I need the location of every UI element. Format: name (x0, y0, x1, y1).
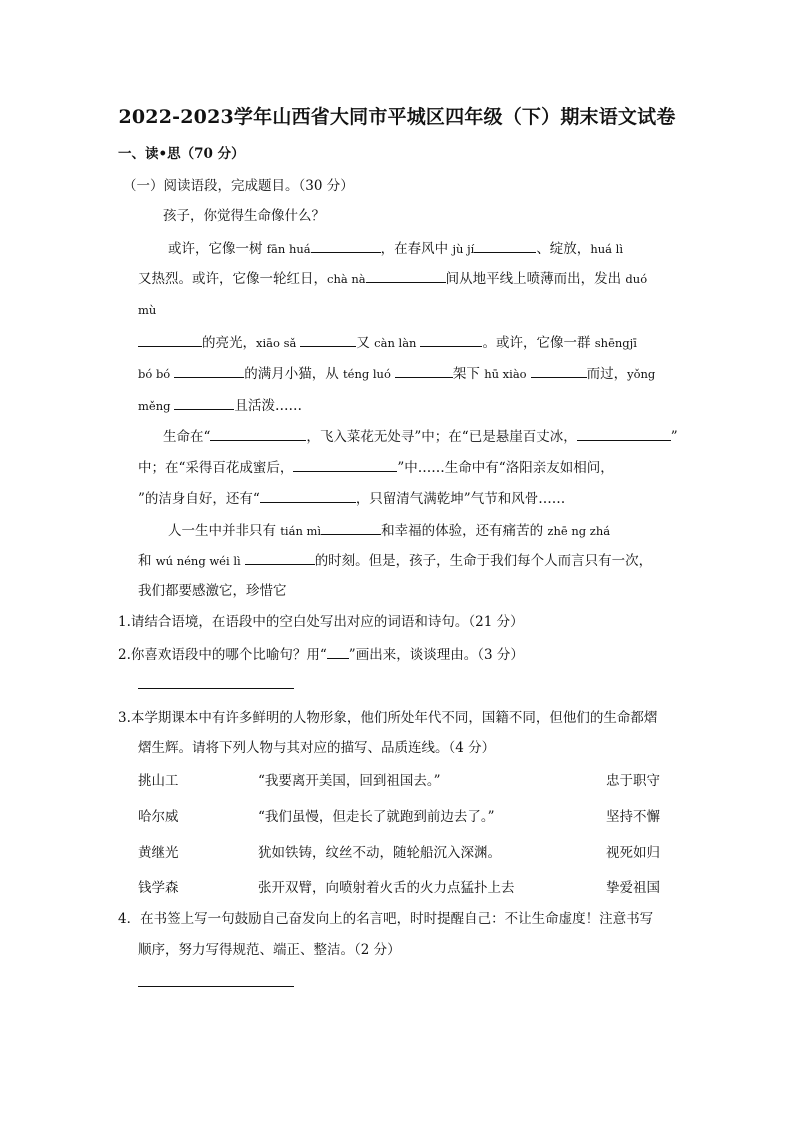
pinyin: duó (625, 272, 648, 286)
passage-line: 人一生中并非只有 tián mì 和幸福的体验，还有痛苦的 zhē ng zhá (168, 520, 728, 541)
passage-line: 又热烈。或许，它像一轮红日，chà nà 间从地平线上喷薄而出，发出 duó (138, 268, 698, 289)
pinyin: yǒng (627, 367, 656, 381)
person-description[interactable]: 张开双臂，向喷射着火舌的火力点猛扑上去 (258, 880, 515, 896)
answer-blank[interactable] (395, 363, 453, 378)
passage-line: 和 wú néng wéi lì 的时刻。但是，孩子，生命于我们每个人而言只有一次， (138, 550, 698, 571)
person-quality[interactable]: 忠于职守 (606, 773, 660, 789)
passage-line: 生命在“ ，飞入菜花无处寻”中；在“已是悬崖百丈冰， ” (163, 426, 723, 447)
question-1: 1.请结合语境，在语段中的空白处写出对应的词语和诗句。（21 分） (118, 614, 524, 630)
section-heading: 一、读•思（70 分） (118, 146, 245, 162)
pinyin: shēngjī (594, 336, 637, 350)
person-description[interactable]: “我要离开美国，回到祖国去。” (258, 773, 441, 789)
passage-line: měng 且活泼…… (138, 395, 698, 416)
answer-blank[interactable] (420, 332, 482, 347)
pinyin: zhē ng zhá (547, 524, 611, 538)
answer-line[interactable] (138, 688, 294, 689)
underline-sample (327, 644, 349, 659)
matching-row (0, 805, 794, 825)
part-heading: （一）阅读语段，完成题目。（30 分） (123, 178, 354, 194)
answer-blank[interactable] (531, 363, 587, 378)
exam-title: 2022-2023学年山西省大同市平城区四年级（下）期末语文试卷 (118, 106, 676, 128)
answer-blank[interactable] (321, 520, 381, 535)
pinyin: huá lì (590, 242, 623, 256)
person-name[interactable]: 挑山工 (138, 773, 179, 789)
pinyin: téng luó (343, 367, 391, 381)
pinyin: hū xiào (484, 367, 527, 381)
answer-blank[interactable] (174, 395, 234, 410)
person-description[interactable]: 犹如铁铸，纹丝不动，随轮船沉入深渊。 (258, 845, 501, 861)
person-name[interactable]: 黄继光 (138, 845, 179, 861)
answer-blank[interactable] (366, 268, 446, 283)
pinyin: fān huá (266, 242, 311, 256)
pinyin: wú néng wéi lì (155, 554, 241, 568)
matching-row (0, 769, 794, 789)
answer-blank[interactable] (474, 238, 536, 253)
passage-line: 或许，它像一树 fān huá ，在春风中 jù jí 、绽放，huá lì (168, 238, 728, 259)
question-2: 2.你喜欢语段中的哪个比喻句？用“ ”画出来，谈谈理由。（3 分） (118, 644, 678, 665)
question-4: 4．在书签上写一句鼓励自己奋发向上的名言吧，时时提醒自己：不让生命虚度！注意书写 (118, 911, 654, 927)
answer-blank[interactable] (245, 550, 315, 565)
matching-row (0, 841, 794, 861)
pinyin: měng (138, 399, 171, 413)
answer-blank[interactable] (577, 426, 671, 441)
person-name[interactable]: 钱学森 (138, 880, 179, 896)
passage-line: 的亮光，xiāo sǎ 又 càn làn 。或许，它像一群 shēngjī (138, 332, 698, 353)
answer-blank[interactable] (260, 488, 356, 503)
passage-line: 中；在“采得百花成蜜后， ”中……生命中有“洛阳亲友如相问， (138, 457, 698, 478)
pinyin: tián mì (280, 524, 322, 538)
question-3: 3.本学期课本中有许多鲜明的人物形象，他们所处年代不同，国籍不同，但他们的生命都熠 (118, 710, 658, 726)
question-4-cont: 顺序，努力写得规范、端正、整洁。（2 分） (138, 942, 401, 958)
person-quality[interactable]: 坚持不懈 (606, 809, 660, 825)
passage-line: ”的洁身自好，还有“ ，只留清气满乾坤”气节和风骨…… (138, 488, 698, 509)
pinyin: càn làn (374, 336, 417, 350)
pinyin: jù jí (452, 242, 475, 256)
answer-blank[interactable] (300, 332, 356, 347)
question-3-cont: 熠生辉。请将下列人物与其对应的描写、品质连线。（4 分） (138, 740, 496, 756)
answer-blank[interactable] (138, 332, 202, 347)
answer-blank[interactable] (293, 457, 397, 472)
passage-line: bó bó 的满月小猫，从 téng luó 架下 hū xiào 而过，yǒng (138, 363, 698, 384)
passage-question: 孩子，你觉得生命像什么？ (163, 208, 325, 224)
matching-row (0, 876, 794, 896)
pinyin: bó bó (138, 367, 171, 381)
pinyin: xiāo sǎ (256, 336, 297, 350)
answer-blank[interactable] (210, 426, 306, 441)
answer-line[interactable] (138, 986, 294, 987)
person-quality[interactable]: 挚爱祖国 (606, 880, 660, 896)
answer-blank[interactable] (174, 363, 244, 378)
person-quality[interactable]: 视死如归 (606, 845, 660, 861)
answer-blank[interactable] (311, 238, 381, 253)
pinyin: chà nà (327, 272, 366, 286)
pinyin: mù (138, 303, 157, 317)
passage-line: 我们都要感激它，珍惜它 (138, 583, 287, 599)
passage-line (138, 300, 698, 320)
person-name[interactable]: 哈尔威 (138, 809, 179, 825)
person-description[interactable]: “我们虽慢，但走长了就跑到前边去了。” (258, 809, 495, 825)
